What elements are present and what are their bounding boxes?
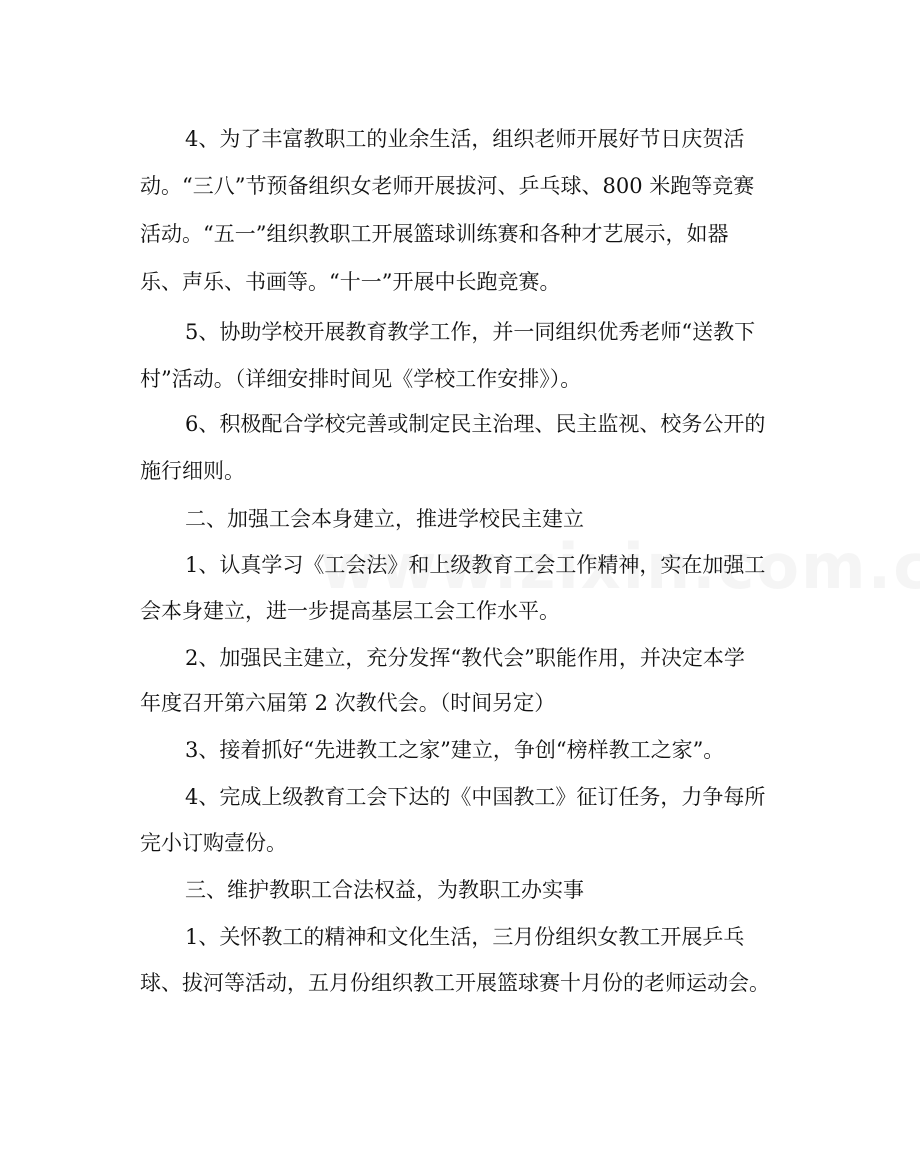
paragraph-line: 2、加强民主建立，充分发挥“教代会”职能作用，并决定本学	[185, 646, 745, 670]
paragraph-line: 1、关怀教工的精神和文化生活，三月份组织女教工开展乒乓	[185, 925, 745, 949]
paragraph-line: 3、接着抓好“先进教工之家”建立，争创“榜样教工之家”。	[185, 738, 725, 762]
paragraph-line: 年度召开第六届第 2 次教代会。（时间另定）	[140, 691, 556, 715]
section-heading: 三、维护教职工合法权益，为教职工办实事	[185, 878, 584, 902]
paragraph-line: 动。“三八”节预备组织女老师开展拔河、乒乓球、800 米跑等竞赛	[140, 174, 755, 198]
paragraph-line: 5、协助学校开展教育教学工作，并一同组织优秀老师“送教下	[185, 320, 756, 344]
paragraph-line: 4、为了丰富教职工的业余生活，组织老师开展好节日庆贺活	[185, 127, 745, 151]
paragraph-line: 村”活动。（详细安排时间见《学校工作安排》）。	[140, 367, 582, 391]
paragraph-line: 6、积极配合学校完善或制定民主治理、民主监视、校务公开的	[185, 412, 766, 436]
paragraph-line: 乐、声乐、书画等。“十一”开展中长跑竞赛。	[140, 270, 561, 294]
paragraph-line: 施行细则。	[140, 459, 245, 483]
paragraph-line: 活动。“五一”组织教职工开展篮球训练赛和各种才艺展示，如器	[140, 222, 729, 246]
paragraph-line: 4、完成上级教育工会下达的《中国教工》征订任务，力争每所	[185, 785, 766, 809]
paragraph-line: 完小订购壹份。	[140, 831, 287, 855]
paragraph-line: 球、拔河等活动，五月份组织教工开展篮球赛十月份的老师运动会。	[140, 971, 770, 995]
section-heading: 二、加强工会本身建立，推进学校民主建立	[185, 507, 584, 531]
paragraph-line: 1、认真学习《工会法》和上级教育工会工作精神，实在加强工	[185, 553, 766, 577]
paragraph-line: 会本身建立，进一步提高基层工会工作水平。	[140, 599, 560, 623]
